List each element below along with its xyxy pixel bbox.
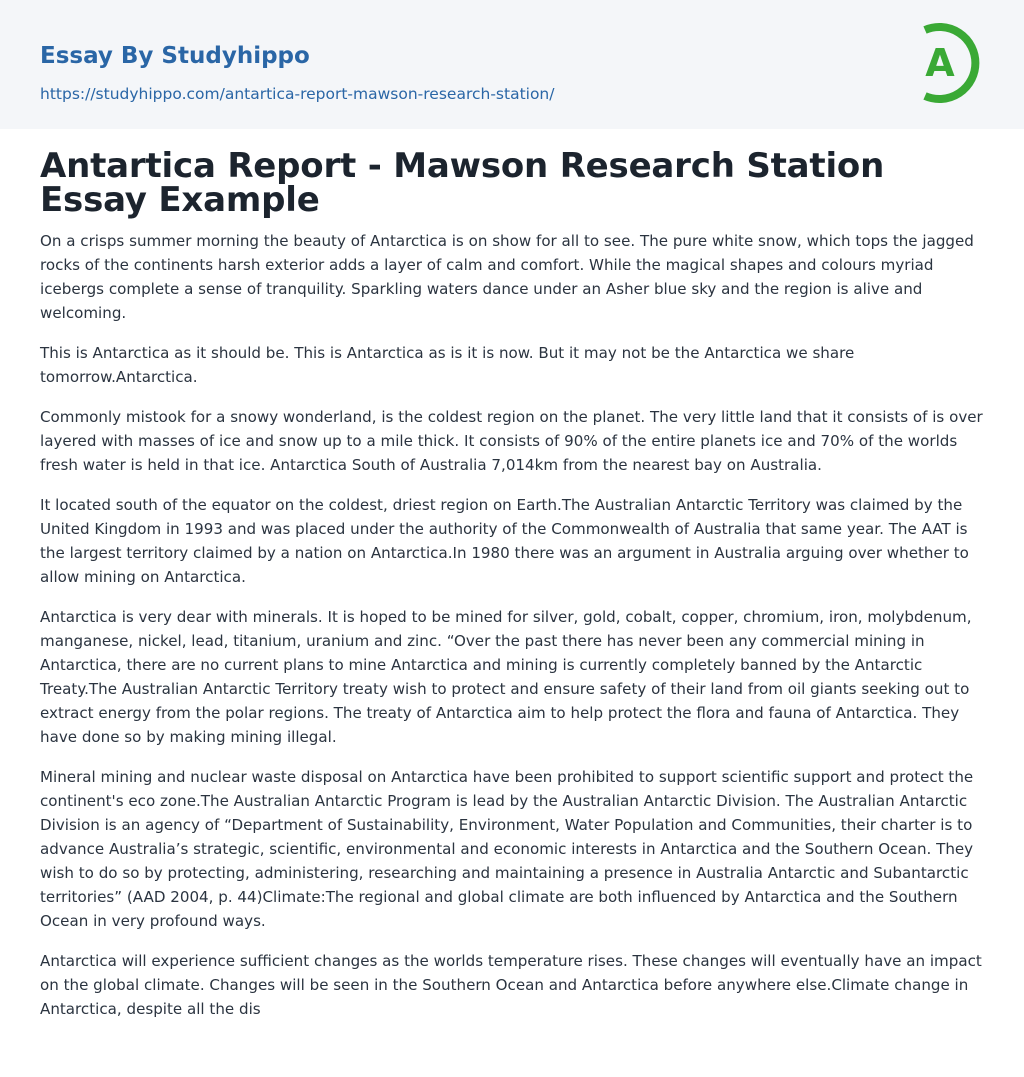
essay-paragraph: Antarctica will experience sufficient changes as the worlds temperature rises. These changes will eventually have an impact on the global climate. Changes will be seen in the Southern Ocean and Antarctica before anywhere else.Climate change in Antarctica, despite all the dis <box>40 952 982 1018</box>
studyhippo-logo-icon[interactable] <box>898 20 986 106</box>
brand-title[interactable]: Essay By Studyhippo <box>40 43 310 69</box>
logo-letter: A <box>925 41 955 85</box>
essay-paragraph: On a crisps summer morning the beauty of Antarctica is on show for all to see. The pure white snow, which tops the jagged rocks of the continents harsh exterior adds a layer of calm and comfort. While the magical shapes and colours myriad icebergs complete a sense of tranquility. Sparkling waters dance under an Asher blue sky and the region is alive and welcoming. <box>40 232 974 322</box>
essay-body <box>40 229 984 1021</box>
essay-paragraph: This is Antarctica as it should be. This is Antarctica as is it is now. But it may not be the Antarctica we share tomorrow.Antarctica. <box>40 344 855 386</box>
page-title-line-2: Essay Example <box>40 180 320 220</box>
site-header <box>0 0 1024 129</box>
page-title-line-1: Antartica Report - Mawson Research Station <box>40 146 885 186</box>
essay-paragraph: It located south of the equator on the coldest, driest region on Earth.The Australian Antarctic Territory was claimed by the United Kingdom in 1993 and was placed under the authority of the Commonwealth of Australia that same year. The AAT is the largest territory claimed by a nation on Antarctica.In 1980 there was an argument in Australia arguing over whether to allow mining on Antarctica. <box>40 496 969 586</box>
essay-paragraph: Mineral mining and nuclear waste disposal on Antarctica have been prohibited to support scientific support and protect the continent's eco zone.The Australian Antarctic Program is lead by the Australian Antarctic Division. The Australian Antarctic Division is an agency of “Department of Sustainability, Environment, Water Population and Communities, their charter is to advance Australia’s strategic, scientific, environmental and economic interests in Antarctica and the Southern Ocean. They wish to do so by protecting, administering, researching and maintaining a presence in Australia Antarctic and Subantarctic territories” (AAD 2004, p. 44)Climate:The regional and global climate are both influenced by Antarctica and the Southern Ocean in very profound ways. <box>40 768 974 930</box>
essay-url-link[interactable]: https://studyhippo.com/antartica-report-mawson-research-station/ <box>40 85 555 103</box>
essay-paragraph: Antarctica is very dear with minerals. It is hoped to be mined for silver, gold, cobalt, copper, chromium, iron, molybdenum, manganese, nickel, lead, titanium, uranium and zinc. “Over the past there has never been any commercial mining in Antarctica, there are no current plans to mine Antarctica and mining is currently completely banned by the Antarctic Treaty.The Australian Antarctic Territory treaty wish to protect and ensure safety of their land from oil giants seeking out to extract energy from the polar regions. The treaty of Antarctica aim to help protect the flora and fauna of Antarctica. They have done so by making mining illegal. <box>40 608 972 746</box>
essay-paragraph: Commonly mistook for a snowy wonderland, is the coldest region on the planet. The very little land that it consists of is over layered with masses of ice and snow up to a mile thick. It consists of 90% of the entire planets ice and 70% of the worlds fresh water is held in that ice. Antarctica South of Australia 7,014km from the nearest bay on Australia. <box>40 408 983 474</box>
